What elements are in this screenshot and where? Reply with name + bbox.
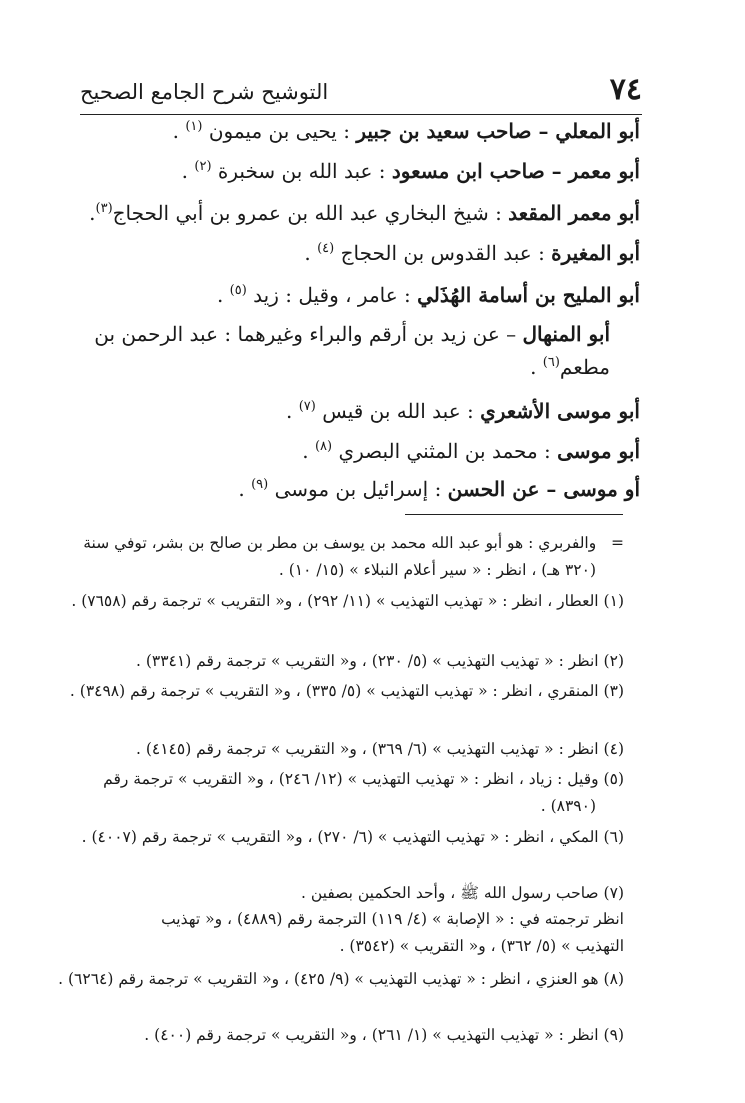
- footnote-text: وقيل : زياد ، انظر : « تهذيب التهذيب » (١٢/ ٢٤٦) ، و« التقريب » ترجمة رقم (٨٣٩٠) .: [103, 770, 599, 815]
- entry-tail: .: [172, 119, 186, 143]
- entry-separator: –: [499, 322, 523, 346]
- footnote-separator: [405, 514, 623, 515]
- entry-1: [80, 114, 640, 148]
- footnote-number: (٦): [603, 828, 624, 846]
- footnote-continued: [54, 530, 624, 584]
- entry-name: أبو موسى: [557, 439, 640, 463]
- entry-value: عامر ، وقيل : زيد: [253, 283, 398, 307]
- entry-name: أبو المعلي – صاحب سعيد بن جبير: [356, 119, 640, 143]
- entry-value: عن زيد بن أرقم والبراء وغيرهما : عبد الرحمن بن مطعم: [94, 322, 610, 379]
- footnote-ref: (١): [185, 119, 203, 134]
- entry-tail: .: [216, 283, 230, 307]
- entry-tail: .: [238, 477, 252, 501]
- footnote-ref: (٧): [298, 399, 316, 414]
- footnote-9: [54, 1022, 624, 1049]
- entry-3: [80, 196, 640, 230]
- entry-tail: .: [304, 241, 318, 265]
- page-number: ٧٤: [609, 72, 642, 107]
- footnote-number: (٣): [603, 682, 624, 700]
- entry-value: عبد القدوس بن الحجاج: [340, 241, 532, 265]
- entry-separator: :: [397, 283, 418, 307]
- entry-separator: :: [460, 399, 481, 423]
- footnote-text: انظر : « تهذيب التهذيب » (٦/ ٣٦٩) ، و« التقريب » ترجمة رقم (٤١٤٥) .: [135, 740, 599, 758]
- entry-6: [80, 318, 640, 384]
- footnote-ref: (٥): [229, 283, 247, 298]
- footnote-ref: (٨): [314, 439, 333, 454]
- entry-name: أبو معمر – صاحب ابن مسعود: [391, 159, 640, 183]
- entry-tail: .: [530, 355, 543, 379]
- footnote-7-continued: [110, 906, 624, 960]
- entry-value: شيخ البخاري عبد الله بن عمرو بن أبي الحجاج: [112, 201, 489, 225]
- footnote-2: [54, 648, 624, 675]
- footnote-ref: (٢): [194, 159, 212, 174]
- entry-tail: .: [285, 399, 299, 423]
- entry-tail: .: [302, 439, 315, 463]
- entry-separator: :: [428, 477, 448, 501]
- entry-name: أبو المنهال: [522, 322, 610, 346]
- footnote-ref: (٩): [251, 477, 269, 492]
- entry-name: أبو المليح بن أسامة الهُذَلي: [417, 283, 640, 307]
- entry-value: إسرائيل بن موسى: [274, 477, 429, 501]
- footnote-text: والفربري : هو أبو عبد الله محمد بن يوسف بن مطر بن صالح بن بشر، توفي سنة (٣٢٠ هـ) ، انظر : « سير أعلام النبلاء » (١٥/ ١٠) .: [83, 534, 597, 579]
- entry-7: [80, 394, 640, 428]
- footnote-text: هو العنزي ، انظر : « تهذيب التهذيب » (٩/ ٤٢٥) ، و« التقريب » ترجمة رقم (٦٢٦٤) .: [58, 970, 599, 988]
- footnote-1: [54, 588, 624, 615]
- footnote-text: انظر : « تهذيب التهذيب » (١/ ٢٦١) ، و« التقريب » ترجمة رقم (٤٠٠) .: [144, 1026, 599, 1044]
- footnote-number: (٨): [603, 970, 624, 988]
- footnote-number: (٥): [603, 770, 624, 788]
- running-title: التوشيح شرح الجامع الصحيح: [80, 80, 329, 104]
- footnote-8: [54, 966, 624, 993]
- footnote-text: انظر : « تهذيب التهذيب » (٥/ ٢٣٠) ، و« التقريب » ترجمة رقم (٣٣٤١) .: [135, 652, 599, 670]
- entry-value: عبد الله بن سخبرة: [217, 159, 373, 183]
- entry-value: يحيى بن ميمون: [208, 119, 337, 143]
- footnote-number: (٢): [603, 652, 624, 670]
- entry-separator: :: [537, 439, 558, 463]
- footnote-text: انظر ترجمته في : « الإصابة » (٤/ ١١٩) الترجمة رقم (٤٨٨٩) ، و« تهذيب التهذيب » (٥/ ٣٦٢) ، و« التقريب » (٣٥٤٢) .: [161, 910, 624, 955]
- page-header: [80, 74, 642, 115]
- entry-name: أو موسى – عن الحسن: [447, 477, 640, 501]
- entry-separator: :: [531, 241, 552, 265]
- entry-name: أبو المغيرة: [551, 241, 640, 265]
- entry-8: [80, 434, 640, 468]
- footnote-number: (٩): [603, 1026, 624, 1044]
- footnote-number: (١): [603, 592, 624, 610]
- footnote-ref: (٤): [317, 241, 335, 256]
- footnote-number: =: [611, 534, 624, 552]
- entry-separator: :: [336, 119, 357, 143]
- entry-separator: :: [372, 159, 392, 183]
- entry-value: محمد بن المثني البصري: [338, 439, 538, 463]
- entry-name: أبو معمر المقعد: [508, 201, 640, 225]
- footnote-ref: (٣): [95, 201, 113, 216]
- entry-4: [80, 236, 640, 270]
- entry-tail: .: [181, 159, 195, 183]
- footnote-7: [54, 880, 624, 907]
- footnote-ref: (٦): [542, 355, 560, 370]
- footnote-text: المكي ، انظر : « تهذيب التهذيب » (٦/ ٢٧٠) ، و« التقريب » ترجمة رقم (٤٠٠٧) .: [81, 828, 599, 846]
- footnote-text: صاحب رسول الله ﷺ ، وأحد الحكمين بصفين .: [301, 884, 599, 902]
- entry-name: أبو موسى الأشعري: [480, 399, 640, 423]
- footnote-number: (٤): [603, 740, 624, 758]
- footnote-6: [54, 824, 624, 851]
- footnote-text: المنقري ، انظر : « تهذيب التهذيب » (٥/ ٣٣٥) ، و« التقريب » ترجمة رقم (٣٤٩٨) .: [69, 682, 599, 700]
- footnote-text: العطار ، انظر : « تهذيب التهذيب » (١١/ ٢٩٢) ، و« التقريب » ترجمة رقم (٧٦٥٨) .: [71, 592, 599, 610]
- footnote-number: (٧): [603, 884, 624, 902]
- entry-tail: .: [89, 201, 96, 225]
- entry-separator: :: [488, 201, 509, 225]
- footnote-4: [54, 736, 624, 763]
- footnote-5: [54, 766, 624, 820]
- footnote-3: [54, 678, 624, 705]
- entry-9: [80, 472, 640, 506]
- entry-value: عبد الله بن قيس: [322, 399, 461, 423]
- entry-2: [80, 154, 640, 188]
- entry-5: [80, 278, 640, 312]
